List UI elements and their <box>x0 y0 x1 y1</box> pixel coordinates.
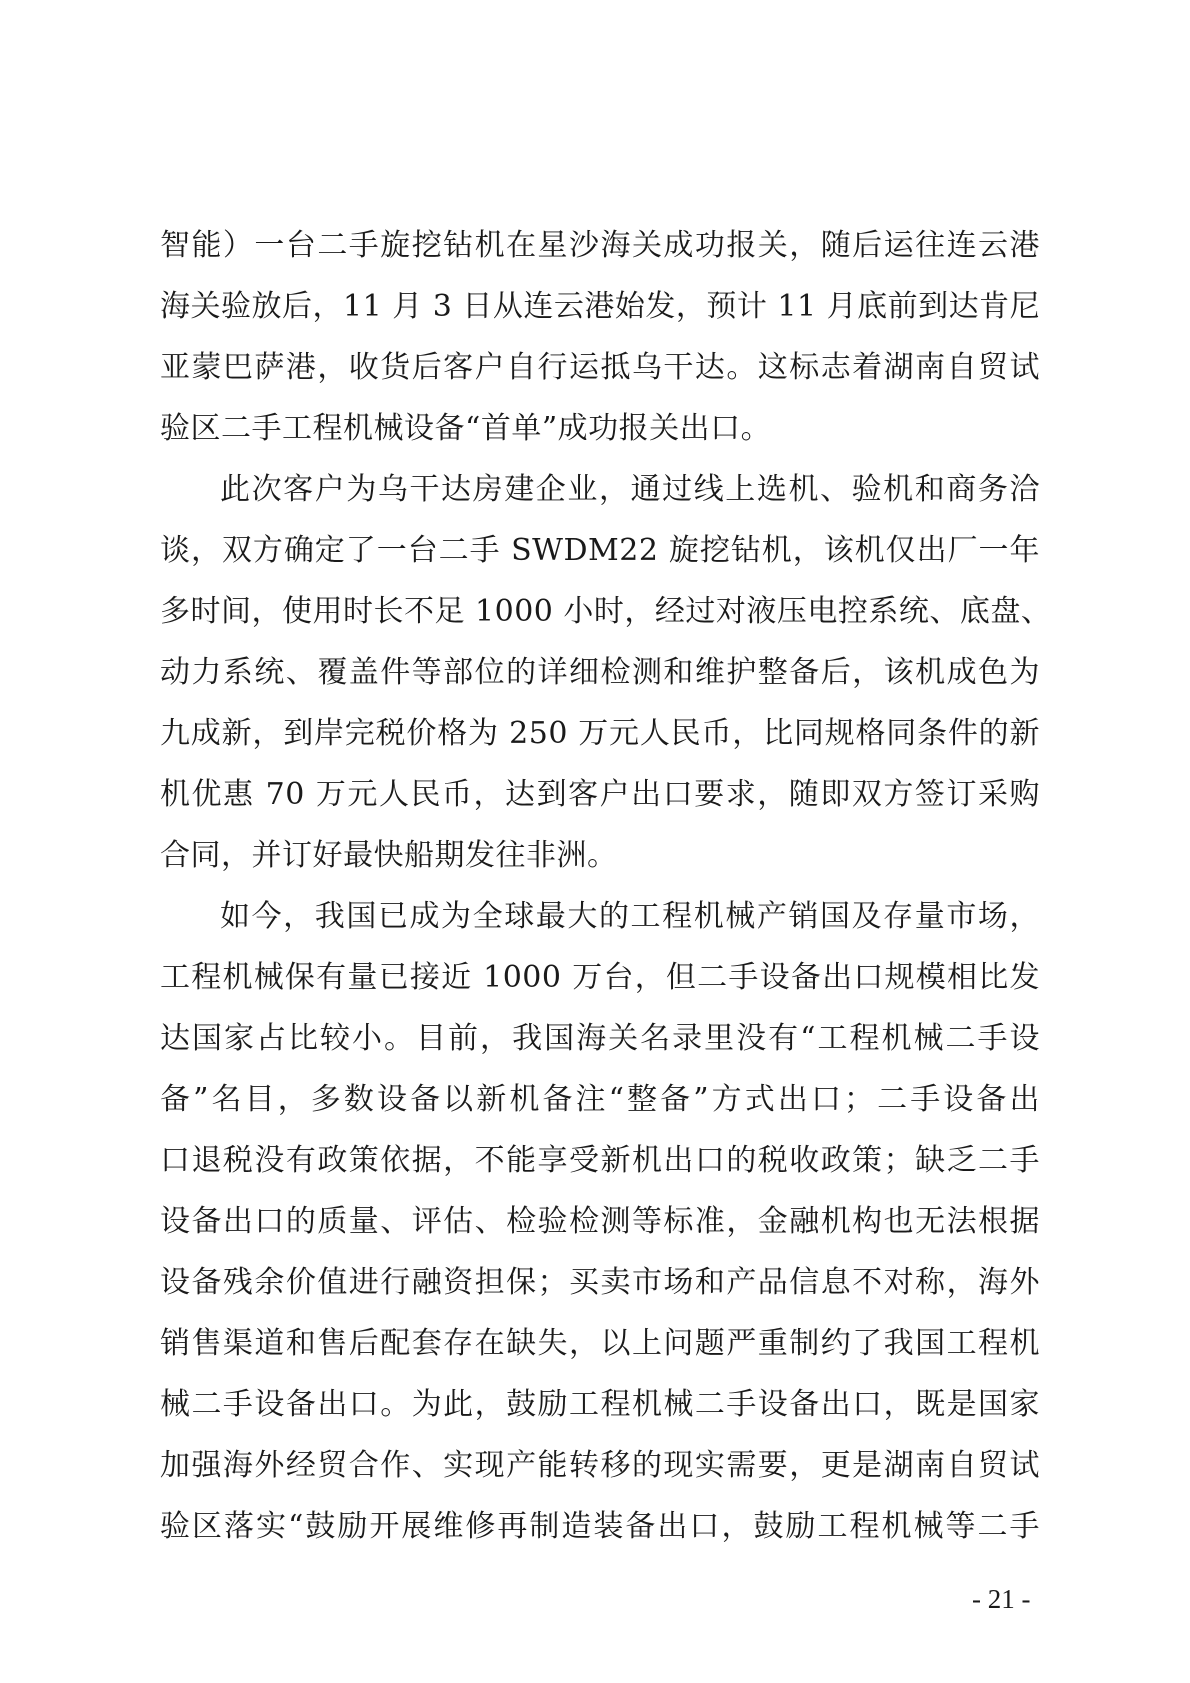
text-line: 设备出口的质量、评估、检验检测等标准，金融机构也无法根据 <box>160 1204 1040 1239</box>
text-line: 亚蒙巴萨港，收货后客户自行运抵乌干达。这标志着湖南自贸试 <box>160 350 1040 385</box>
text-line: 智能）一台二手旋挖钻机在星沙海关成功报关，随后运往连云港 <box>160 228 1040 263</box>
text-line: 达国家占比较小。目前，我国海关名录里没有“工程机械二手设 <box>160 1021 1040 1056</box>
text-line: 机优惠 70 万元人民币，达到客户出口要求，随即双方签订采购 <box>160 777 1040 812</box>
text-line: 九成新，到岸完税价格为 250 万元人民币，比同规格同条件的新 <box>160 716 1040 751</box>
text-line: 械二手设备出口。为此，鼓励工程机械二手设备出口，既是国家 <box>160 1387 1040 1422</box>
paragraph-first-line: 此次客户为乌干达房建企业，通过线上选机、验机和商务洽 <box>220 472 1040 507</box>
text-line: 动力系统、覆盖件等部位的详细检测和维护整备后，该机成色为 <box>160 655 1040 690</box>
text-line: 加强海外经贸合作、实现产能转移的现实需要，更是湖南自贸试 <box>160 1448 1040 1483</box>
text-line: 工程机械保有量已接近 1000 万台，但二手设备出口规模相比发 <box>160 960 1040 995</box>
body-text <box>160 215 1052 1557</box>
text-line: 设备残余价值进行融资担保；买卖市场和产品信息不对称，海外 <box>160 1265 1040 1300</box>
text-line: 验区落实“鼓励开展维修再制造装备出口，鼓励工程机械等二手 <box>160 1509 1040 1544</box>
page-number: - 21 - <box>972 1584 1031 1614</box>
text-line: 多时间，使用时长不足 1000 小时，经过对液压电控系统、底盘、 <box>160 594 1052 629</box>
text-line: 销售渠道和售后配套存在缺失，以上问题严重制约了我国工程机 <box>160 1326 1040 1361</box>
text-line: 谈，双方确定了一台二手 SWDM22 旋挖钻机，该机仅出厂一年 <box>160 533 1040 568</box>
text-line: 海关验放后，11 月 3 日从连云港始发，预计 11 月底前到达肯尼 <box>160 289 1041 324</box>
text-line: 验区二手工程机械设备“首单”成功报关出口。 <box>160 411 772 446</box>
text-line: 口退税没有政策依据，不能享受新机出口的税收政策；缺乏二手 <box>160 1143 1040 1178</box>
text-line: 合同，并订好最快船期发往非洲。 <box>160 838 618 873</box>
text-line: 备”名目，多数设备以新机备注“整备”方式出口；二手设备出 <box>160 1082 1040 1117</box>
paragraph-first-line: 如今，我国已成为全球最大的工程机械产销国及存量市场， <box>220 899 1040 934</box>
